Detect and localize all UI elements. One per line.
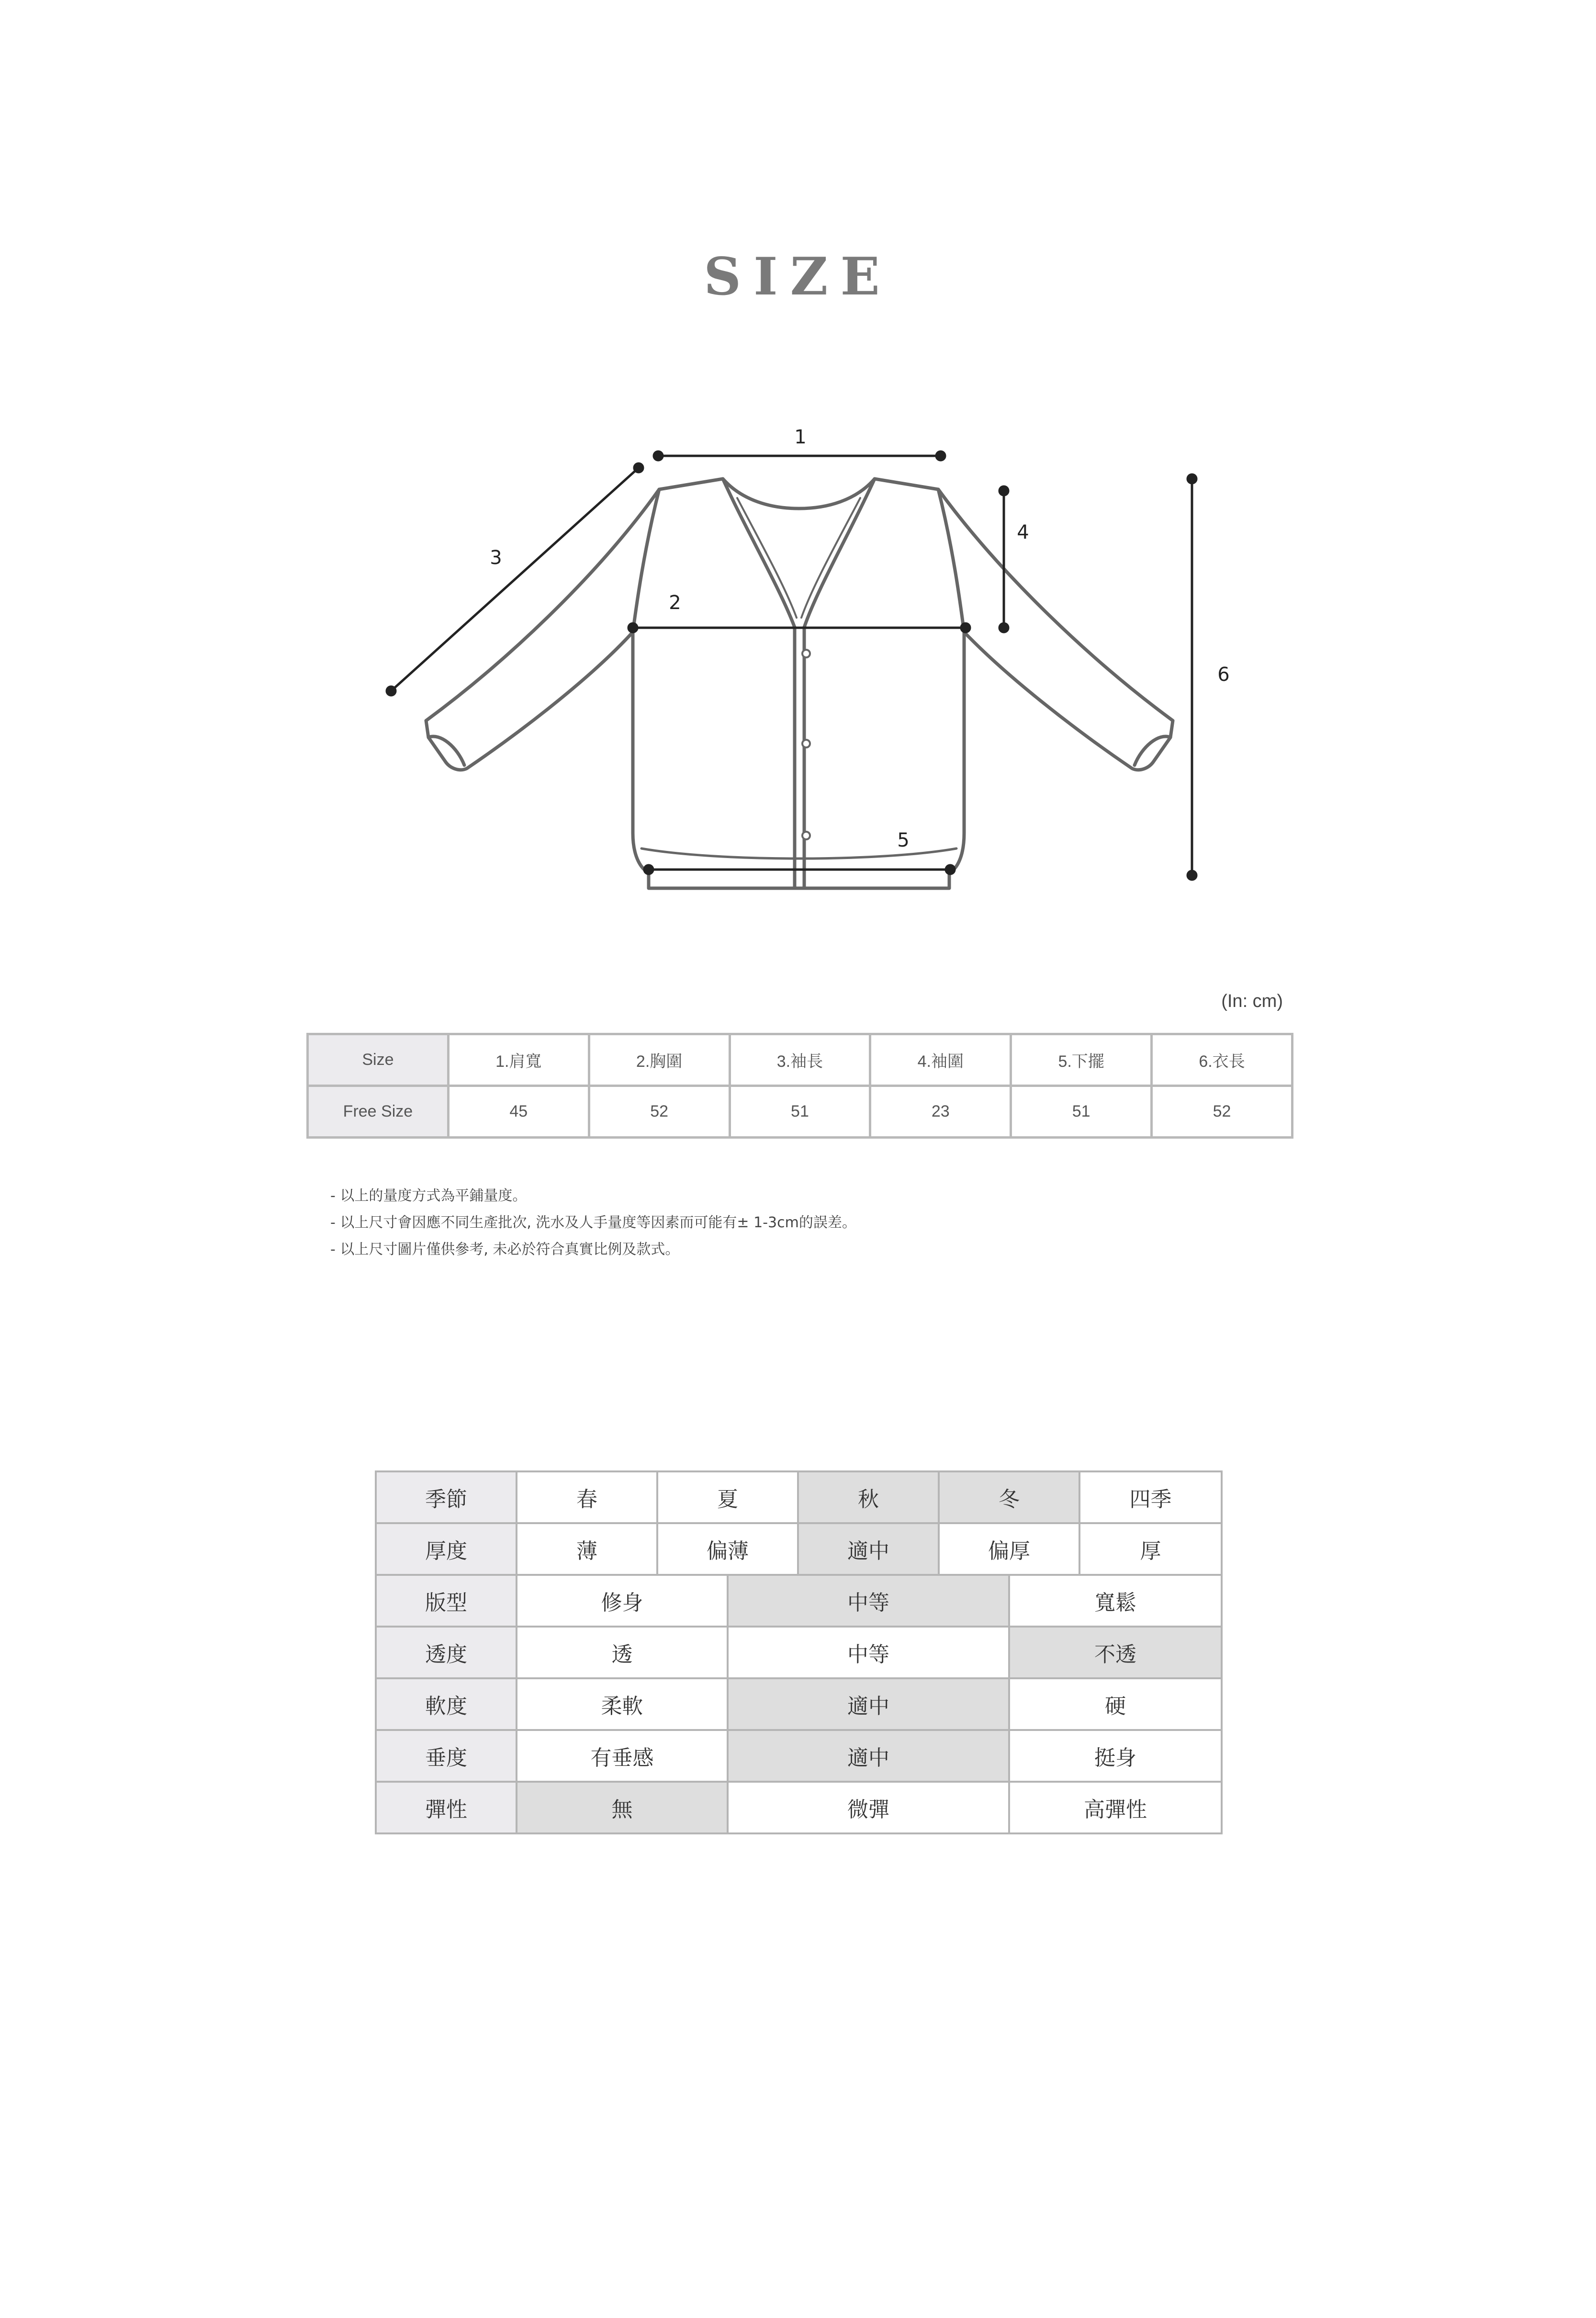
attr-label: 透度 bbox=[376, 1627, 517, 1678]
size-value-cell: Free Size bbox=[308, 1086, 449, 1138]
measure-line-3 bbox=[391, 468, 639, 691]
attr-option-selected: 中等 bbox=[728, 1575, 1009, 1627]
attr-option: 挺身 bbox=[1009, 1730, 1222, 1782]
attr-label: 厚度 bbox=[376, 1523, 517, 1575]
diagram-label-4: 4 bbox=[1017, 521, 1029, 543]
attr-option-selected: 適中 bbox=[798, 1523, 939, 1575]
attr-row-fit bbox=[376, 1575, 1222, 1627]
attr-label: 版型 bbox=[376, 1575, 517, 1627]
attr-option-selected: 冬 bbox=[939, 1471, 1079, 1523]
cardigan-body-outline bbox=[633, 479, 964, 888]
right-sleeve-outline bbox=[938, 489, 1173, 770]
attr-option: 寬鬆 bbox=[1009, 1575, 1222, 1627]
attr-option: 微彈 bbox=[728, 1782, 1009, 1833]
size-value-cell: 52 bbox=[1152, 1086, 1293, 1138]
attr-option: 厚 bbox=[1079, 1523, 1222, 1575]
attr-label: 彈性 bbox=[376, 1782, 517, 1833]
attr-option-selected: 不透 bbox=[1009, 1627, 1222, 1678]
attr-row-thickness bbox=[376, 1523, 1222, 1575]
attr-option: 偏薄 bbox=[657, 1523, 798, 1575]
page-title: SIZE bbox=[704, 247, 892, 307]
size-value-cell: 51 bbox=[730, 1086, 870, 1138]
attr-option: 透 bbox=[517, 1627, 728, 1678]
note-line: - 以上尺寸會因應不同生產批次, 洗水及人手量度等因素而可能有± 1-3cm的誤差。 bbox=[330, 1214, 856, 1231]
size-header-cell: Size bbox=[308, 1034, 449, 1086]
attr-label: 垂度 bbox=[376, 1730, 517, 1782]
size-value-cell: 52 bbox=[589, 1086, 730, 1138]
unit-label: (In: cm) bbox=[1221, 991, 1283, 1011]
attr-option: 四季 bbox=[1079, 1471, 1222, 1523]
button-icon bbox=[802, 650, 810, 657]
attr-row-season bbox=[376, 1471, 1222, 1523]
button-icon bbox=[802, 740, 810, 747]
size-header-cell: 6.衣長 bbox=[1152, 1034, 1293, 1086]
size-header-cell: 1.肩寬 bbox=[448, 1034, 589, 1086]
attr-row-elasticity bbox=[376, 1782, 1222, 1833]
attr-row-transparency bbox=[376, 1627, 1222, 1678]
attr-option: 偏厚 bbox=[939, 1523, 1079, 1575]
size-value-cell: 45 bbox=[448, 1086, 589, 1138]
attr-option: 中等 bbox=[728, 1627, 1009, 1678]
diagram-label-1: 1 bbox=[794, 426, 807, 448]
attr-option-selected: 秋 bbox=[798, 1471, 939, 1523]
attr-label: 軟度 bbox=[376, 1678, 517, 1730]
attr-option: 夏 bbox=[657, 1471, 798, 1523]
attr-option: 春 bbox=[517, 1471, 657, 1523]
diagram-label-3: 3 bbox=[490, 547, 502, 569]
attr-option: 高彈性 bbox=[1009, 1782, 1222, 1833]
attr-label: 季節 bbox=[376, 1471, 517, 1523]
size-value-cell: 51 bbox=[1011, 1086, 1152, 1138]
size-value-cell: 23 bbox=[870, 1086, 1011, 1138]
button-icon bbox=[802, 832, 810, 839]
size-table-header-row bbox=[308, 1034, 1293, 1086]
attr-row-softness bbox=[376, 1678, 1222, 1730]
attr-row-drape bbox=[376, 1730, 1222, 1782]
table-row bbox=[308, 1086, 1293, 1138]
size-table bbox=[306, 1033, 1293, 1139]
attr-option-selected: 適中 bbox=[728, 1730, 1009, 1782]
diagram-label-2: 2 bbox=[669, 592, 681, 614]
diagram-label-5: 5 bbox=[897, 829, 910, 851]
fabric-attributes-table bbox=[375, 1470, 1223, 1834]
size-header-cell: 5.下擺 bbox=[1011, 1034, 1152, 1086]
note-line: - 以上的量度方式為平鋪量度。 bbox=[330, 1187, 527, 1204]
size-header-cell: 2.胸圍 bbox=[589, 1034, 730, 1086]
diagram-label-6: 6 bbox=[1217, 664, 1230, 686]
attr-option: 有垂感 bbox=[517, 1730, 728, 1782]
garment-measurement-diagram bbox=[0, 0, 1596, 958]
size-header-cell: 4.袖圍 bbox=[870, 1034, 1011, 1086]
attr-option: 修身 bbox=[517, 1575, 728, 1627]
note-line: - 以上尺寸圖片僅供參考, 未必於符合真實比例及款式。 bbox=[330, 1241, 680, 1258]
attr-option: 硬 bbox=[1009, 1678, 1222, 1730]
attr-option: 薄 bbox=[517, 1523, 657, 1575]
left-sleeve-outline bbox=[426, 489, 659, 770]
attr-option-selected: 適中 bbox=[728, 1678, 1009, 1730]
collar-outline bbox=[723, 479, 875, 509]
measurement-notes bbox=[330, 1183, 856, 1263]
size-header-cell: 3.袖長 bbox=[730, 1034, 870, 1086]
attr-option: 柔軟 bbox=[517, 1678, 728, 1730]
attr-option-selected: 無 bbox=[517, 1782, 728, 1833]
